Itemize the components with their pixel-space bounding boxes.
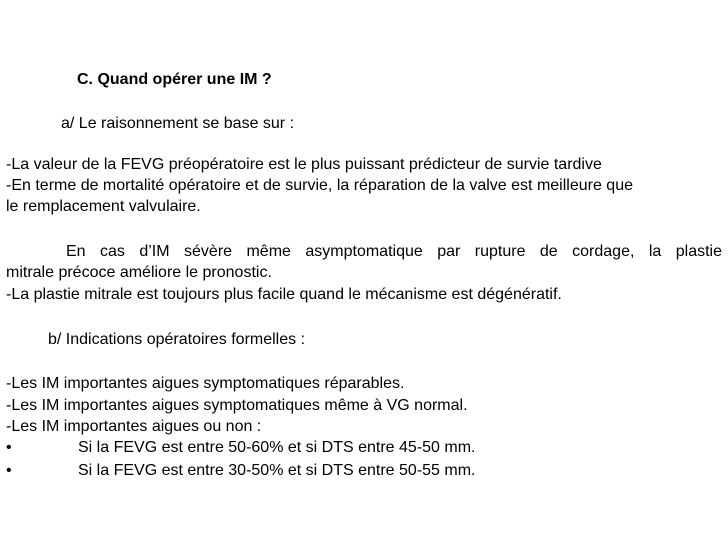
- list-item-1: -Les IM importantes aigues symptomatiques réparables.: [6, 375, 405, 392]
- paragraph-degenerative: -La plastie mitrale est toujours plus facile quand le mécanisme est dégénératif.: [6, 286, 562, 303]
- paragraph-rupture-line1: En cas d’IM sévère même asymptomatique par rupture de cordage, la plastie: [66, 243, 722, 260]
- list-item-2: -Les IM importantes aigues symptomatiques même à VG normal.: [6, 397, 468, 414]
- bullet-item-2-text: Si la FEVG est entre 30-50% et si DTS entre 50-55 mm.: [78, 462, 476, 479]
- bullet-icon: •: [6, 462, 12, 479]
- slide-title: C. Quand opérer une IM ?: [77, 71, 272, 88]
- section-a-heading: a/ Le raisonnement se base sur :: [61, 115, 295, 132]
- paragraph-fevg: -La valeur de la FEVG préopératoire est le plus puissant prédicteur de survie tardive: [6, 156, 602, 173]
- list-item-3: -Les IM importantes aigues ou non :: [6, 418, 262, 435]
- bullet-item-1-text: Si la FEVG est entre 50-60% et si DTS entre 45-50 mm.: [78, 439, 476, 456]
- section-b-heading: b/ Indications opératoires formelles :: [48, 331, 306, 348]
- paragraph-rupture-line2: mitrale précoce améliore le pronostic.: [6, 264, 272, 281]
- paragraph-mortality-line2: le remplacement valvulaire.: [6, 198, 201, 215]
- paragraph-mortality-line1: -En terme de mortalité opératoire et de survie, la réparation de la valve est meilleure que: [6, 177, 633, 194]
- bullet-item-1: [6, 438, 476, 458]
- bullet-icon: •: [6, 439, 12, 456]
- bullet-item-2: [6, 461, 476, 481]
